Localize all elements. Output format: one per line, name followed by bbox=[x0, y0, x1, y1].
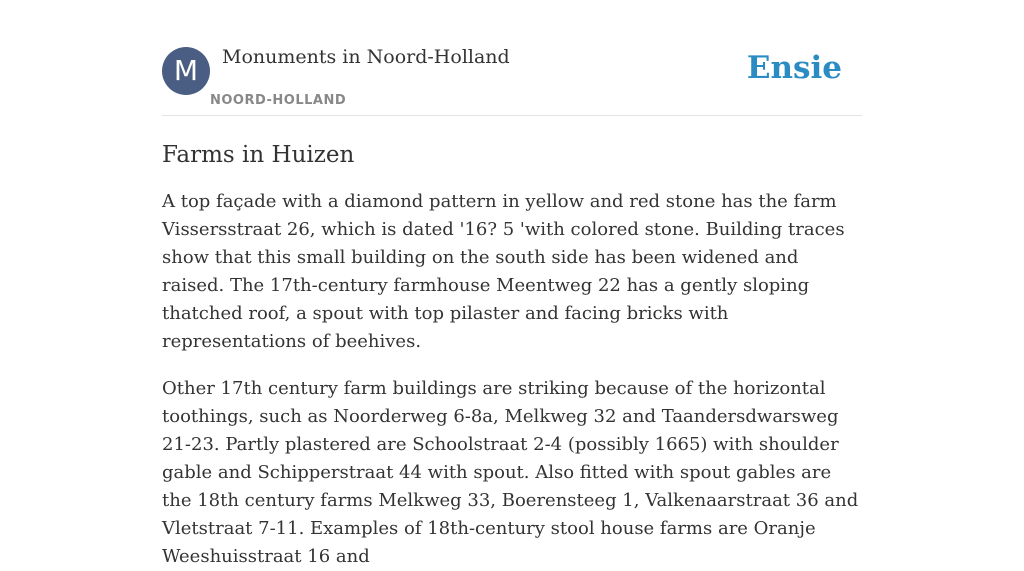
article-paragraph-1: A top façade with a diamond pattern in yellow and red stone has the farm Vissersstraat 26, which is dated '16? 5 'with colored stone. Building traces show that this small building on the south side has been widened and raised. The 17th-century farmhouse Meentweg 22 has a gently sloping thatched roof, a spout with top pilaster and facing bricks with representations of beehives. bbox=[162, 191, 845, 352]
avatar[interactable]: M bbox=[162, 47, 210, 95]
article-paragraph-2: Other 17th century farm buildings are striking because of the horizontal toothings, such as Noorderweg 6-8a, Melkweg 32 and Taandersdwarsweg 21-23. Partly plastered are Schoolstraat 2-4 (possibly 1665) with shoulder gable and Schipperstraat 44 with spout. Also fitted with spout gables are the 18th century farms Melkweg 33, Boerensteeg 1, Valkenaarstraat 36 and Vletstraat 7-11. Examples of 18th-century stool house farms are Oranje Weeshuisstraat 16 and bbox=[162, 378, 859, 567]
ensie-logo[interactable]: Ensie bbox=[746, 50, 842, 86]
category-label[interactable]: NOORD-HOLLAND bbox=[210, 93, 347, 108]
article-title: Farms in Huizen bbox=[162, 142, 355, 168]
site-title[interactable]: Monuments in Noord-Holland bbox=[222, 46, 510, 68]
content-container bbox=[162, 0, 862, 571]
header bbox=[162, 0, 862, 116]
